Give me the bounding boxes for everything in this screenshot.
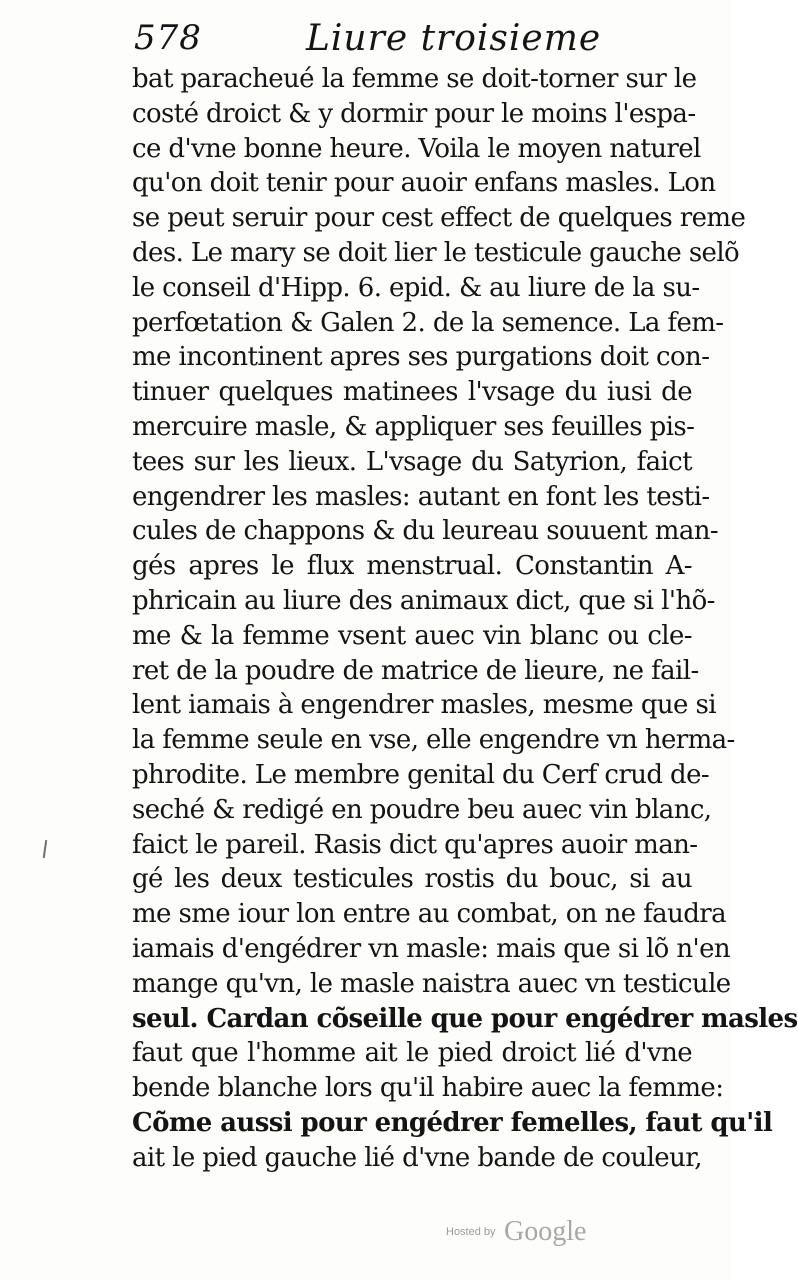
text-line: la femme seule en vse, elle engendre vn herma- (132, 725, 735, 756)
text-line: des. Le mary se doit lier le testicule gauche selõ (132, 237, 740, 268)
page-number: 578 (134, 18, 202, 58)
text-line: le conseil d'Hipp. 6. epid. & au liure de la su- (132, 272, 700, 303)
text-line: phrodite. Le membre genital du Cerf crud de- (132, 759, 710, 790)
text-line: mercuire masle, & appliquer ses feuilles pis- (132, 411, 695, 442)
text-line: ait le pied gauche lié d'vne bande de couleur, (132, 1142, 702, 1173)
text-line: me incontinent apres ses purgations doit con- (132, 342, 710, 373)
text-line: me sme iour lon entre au combat, on ne faudra (132, 899, 727, 930)
text-line: gé les deux testicules rostis du bouc, si au (132, 864, 692, 895)
text-line: cules de chappons & du leureau souuent man- (132, 516, 719, 547)
text-line: faut que l'homme ait le pied droict lié d'vne (132, 1038, 692, 1069)
text-line: tees sur les lieux. L'vsage du Satyrion, faict (132, 446, 692, 477)
text-line: Cõme aussi pour engédrer femelles, faut qu'il (132, 1107, 773, 1138)
text-line: bende blanche lors qu'il habire auec la femme: (132, 1073, 724, 1104)
text-line: seché & redigé en poudre beu auec vin blanc, (132, 794, 712, 825)
page-header (120, 14, 680, 62)
margin-mark (43, 840, 47, 858)
text-line: ce d'vne bonne heure. Voila le moyen naturel (132, 133, 701, 164)
text-line: se peut seruir pour cest effect de quelques reme (132, 203, 746, 234)
text-line: bat paracheué la femme se doit-torner sur le (132, 64, 697, 94)
text-line: ret de la poudre de matrice de lieure, ne fail- (132, 655, 699, 686)
text-line: engendrer les masles: autant en font les testi- (132, 481, 710, 512)
text-line: perfœtation & Galen 2. de la semence. La fem- (132, 307, 724, 338)
text-line: faict le pareil. Rasis dict qu'apres auoir man- (132, 829, 698, 860)
hosted-by-label: Hosted by (446, 1226, 496, 1238)
google-logo: Google (503, 1216, 587, 1247)
text-line: iamais d'engédrer vn masle: mais que si lõ n'en (132, 933, 731, 964)
text-line: me & la femme vsent auec vin blanc ou cle- (132, 620, 692, 651)
body-text (132, 62, 798, 1176)
text-line: gés apres le flux menstrual. Constantin A- (132, 551, 692, 582)
running-title: Liure troisieme (306, 18, 602, 59)
text-line: mange qu'vn, le masle naistra auec vn testicule (132, 968, 731, 999)
text-line: costé droict & y dormir pour le moins l'espa- (132, 98, 696, 129)
text-line: seul. Cardan cõseille que pour engédrer masles (132, 1003, 798, 1034)
text-line: lent iamais à engendrer masles, mesme que si (132, 690, 716, 721)
text-line: tinuer quelques matinees l'vsage du iusi de (132, 377, 692, 408)
hosted-by-google (446, 1216, 586, 1256)
text-line: qu'on doit tenir pour auoir enfans masles. Lon (132, 168, 716, 199)
text-line: phricain au liure des animaux dict, que si l'hõ- (132, 585, 715, 616)
